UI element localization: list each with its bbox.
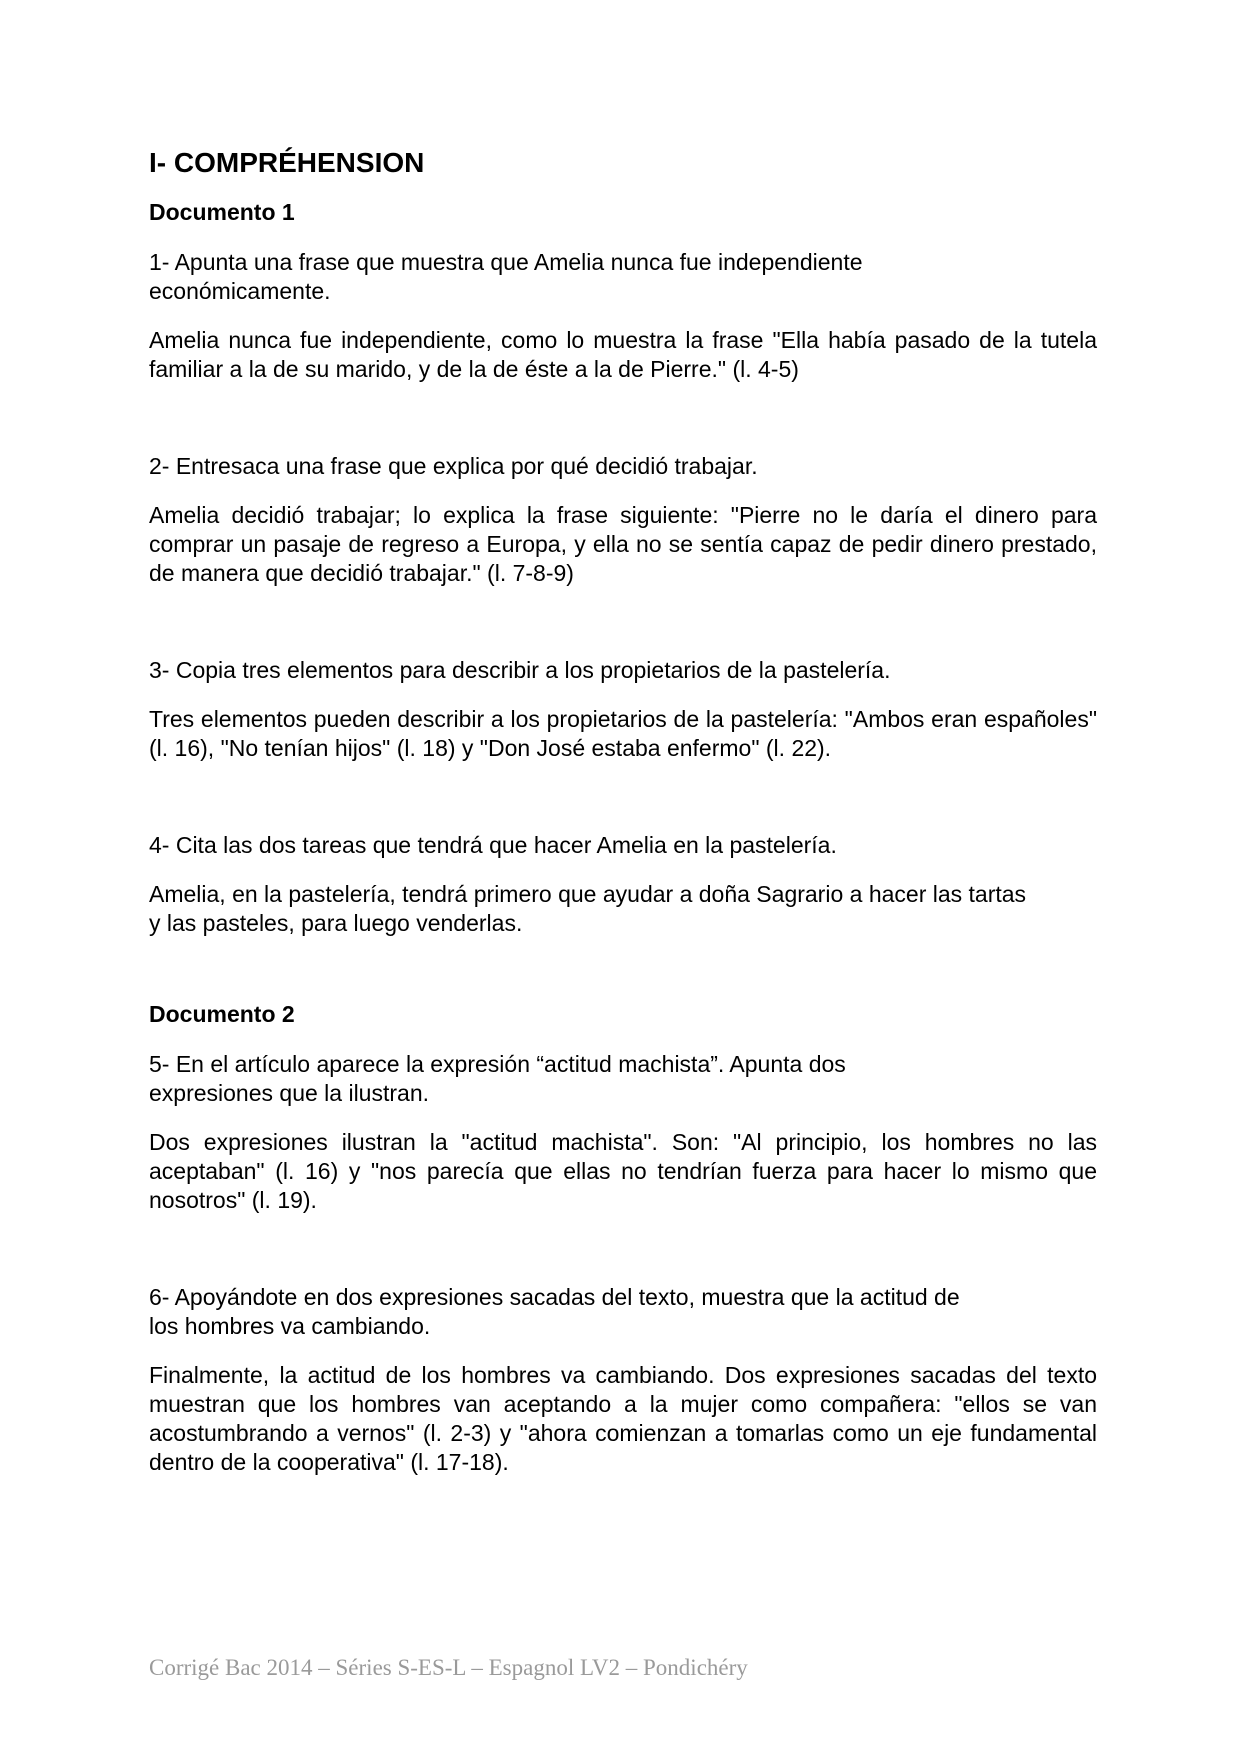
question-1: 1- Apunta una frase que muestra que Amelia nunca fue independiente económicamente. [149,249,863,304]
section-title: I- COMPRÉHENSION [149,147,425,178]
question-block-2 [149,452,1097,588]
question-block-6 [149,1283,1097,1477]
question-5: 5- En el artículo aparece la expresión “actitud machista”. Apunta dos expresiones que la ilustran. [149,1051,846,1106]
answer-3: Tres elementos pueden describir a los propietarios de la pastelería: "Ambos eran españoles" (l. 16), "No tenían hijos" (l. 18) y "Don José estaba enfermo" (l. 22). [149,706,1097,761]
question-block-5 [149,1050,1097,1215]
answer-5: Dos expresiones ilustran la "actitud machista". Son: "Al principio, los hombres no las aceptaban" (l. 16) y "nos parecía que ellas no tendrían fuerza para hacer lo mismo que nosotros" (l. 19). [149,1129,1097,1213]
answer-1: Amelia nunca fue independiente, como lo muestra la frase "Ella había pasado de la tutela familiar a la de su marido, y de la de éste a la de Pierre." (l. 4-5) [149,327,1097,382]
answer-6: Finalmente, la actitud de los hombres va cambiando. Dos expresiones sacadas del texto muestran que los hombres van aceptando a la mujer como compañera: "ellos se van acostumbrando a vernos" (l. 2-3) y "ahora comienzan a tomarlas como un eje fundamental dentro de la cooperativa" (l. 17-18). [149,1362,1097,1475]
question-block-1 [149,248,1097,384]
question-4: 4- Cita las dos tareas que tendrá que hacer Amelia en la pastelería. [149,832,837,858]
answer-2: Amelia decidió trabajar; lo explica la frase siguiente: "Pierre no le daría el dinero para comprar un pasaje de regreso a Europa, y ella no se sentía capaz de pedir dinero prestado, de manera que decidió trabajar." (l. 7-8-9) [149,502,1097,586]
document-2-title: Documento 2 [149,1001,295,1027]
question-2: 2- Entresaca una frase que explica por qué decidió trabajar. [149,453,758,479]
question-block-4 [149,831,1097,938]
question-6: 6- Apoyándote en dos expresiones sacadas del texto, muestra que la actitud de los hombres va cambiando. [149,1284,960,1339]
answer-4: Amelia, en la pastelería, tendrá primero que ayudar a doña Sagrario a hacer las tartas y las pasteles, para luego venderlas. [149,881,1027,936]
document-1-title: Documento 1 [149,199,295,225]
document-page [149,146,1097,1545]
question-3: 3- Copia tres elementos para describir a los propietarios de la pastelería. [149,657,891,683]
question-block-3 [149,656,1097,763]
page-footer: Corrigé Bac 2014 – Séries S-ES-L – Espagnol LV2 – Pondichéry [149,1655,748,1680]
